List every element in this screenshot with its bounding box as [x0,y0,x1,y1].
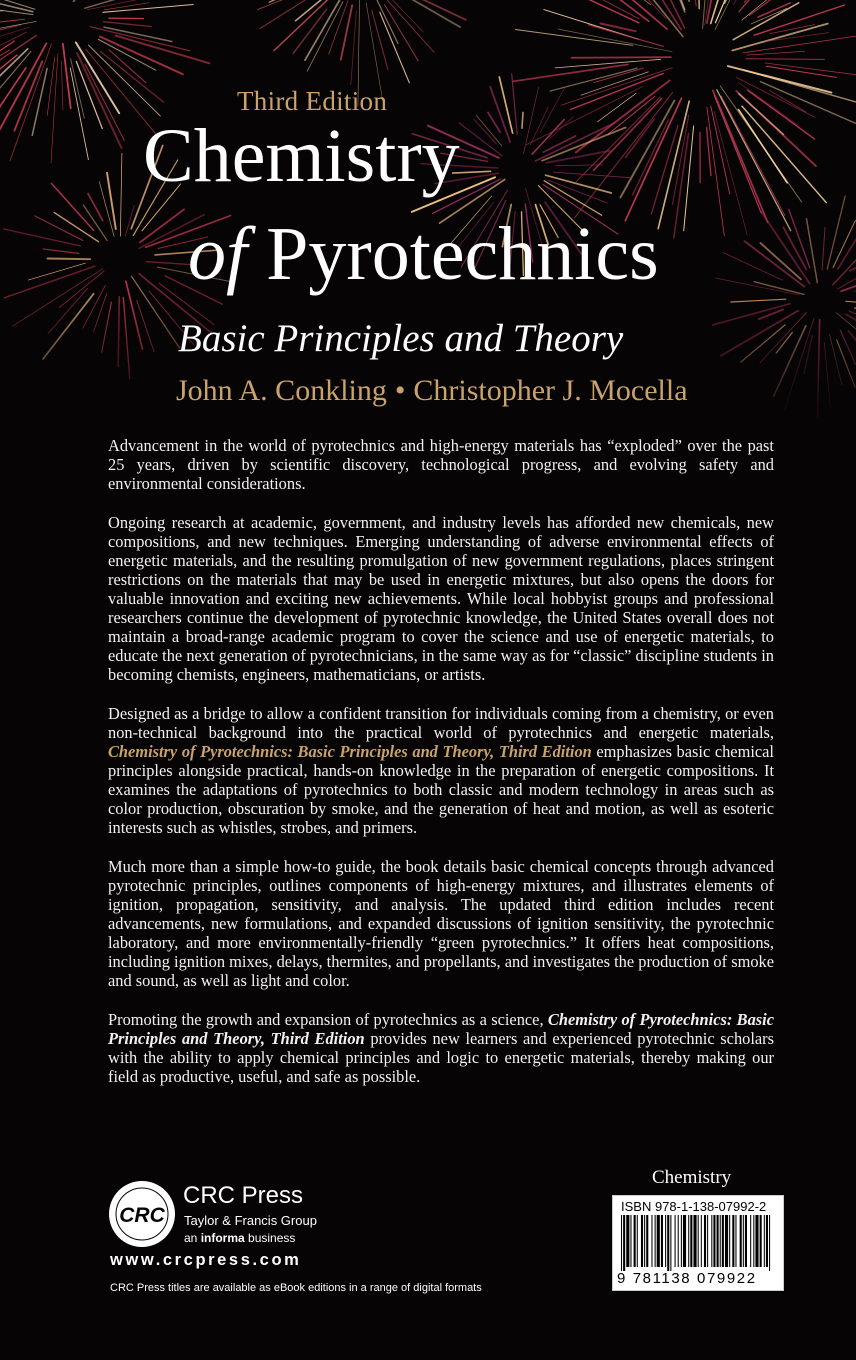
firework-streak [341,5,352,60]
barcode-bar [698,1215,699,1267]
barcode-bar [704,1215,706,1267]
barcode-bar [764,1215,765,1267]
firework-streak [807,219,818,283]
barcode-bar [661,1215,663,1267]
firework-streak [544,181,601,215]
firework-streak [567,0,639,23]
firework-streak [52,184,94,231]
firework-streak [724,253,783,280]
firework-streak [742,106,826,203]
barcode-number: 9 781138 079922 [617,1270,757,1287]
firework-streak [499,77,512,133]
firework-streak [104,22,152,27]
barcode-bar [740,1215,742,1267]
firework-streak [380,12,410,83]
barcode-bar [688,1215,689,1267]
crc-logo-text: CRC [119,1204,165,1227]
firework-streak [684,126,694,231]
firework-streak [833,221,855,268]
barcode-bar [675,1215,676,1267]
firework-streak [597,93,636,122]
firework-streak [632,120,668,196]
firework-streak [77,53,121,148]
firework-streak [568,0,639,19]
book-subtitle: Basic Principles and Theory [178,317,624,360]
barcode-bar [626,1215,629,1267]
blurb-paragraph-4: Much more than a simple how-to guide, the book details basic chemical concepts through advanced pyrotechnic principles, outlines components of high-energy mixtures, and illustrates elements of ignition, propagation, sensitivity, and analysis. The updated third edition includes recent advancements, new formulations, and expanded discussions of ignition sensitivity, the pyrotechnic laboratory, and more environmentally-friendly “green pyrotechnics.” It offers heat compositions, including ignition mixes, delays, thermites, and propellants, and investigates the production of smoke and sound, as well as light and color. [108,857,774,990]
firework-streak [70,68,88,160]
barcode-bar [735,1215,736,1267]
barcode-bar [621,1215,622,1271]
barcode-bar [667,1215,669,1271]
firework-streak [274,0,342,51]
barcode-bar [655,1215,656,1267]
barcode-bar [690,1215,692,1267]
firework-streak [711,0,755,24]
authors [176,374,688,408]
firework-streak [765,63,856,80]
isbn-label: ISBN 978-1-138-07992-2 [621,1199,767,1214]
firework-streak [549,117,573,140]
firework-streak [838,216,856,270]
barcode-bar [670,1215,671,1271]
author-separator: • [394,374,406,407]
firework-streak [540,87,565,133]
firework-streak [554,172,631,178]
publisher-url[interactable]: www.crcpress.com [110,1251,302,1269]
barcode-bar [681,1215,682,1267]
barcode-bar [634,1215,636,1267]
firework-streak [373,0,434,52]
firework-streak [71,59,85,118]
barcode-icon [619,1215,777,1271]
blurb-p5-body: provides new learners and experienced pyrotechnic scholars with the ability to apply chemical principles and logic to energetic materials, thereby making our field as productive, useful, and safe as possible. [108,1029,774,1086]
barcode-bar [683,1215,686,1267]
barcode-bar [711,1215,712,1267]
barcode-bar [657,1215,660,1267]
firework-streak [744,0,802,2]
firework-streak [739,0,821,12]
firework-streak [572,57,671,58]
firework-streak [43,249,79,253]
firework-streak [698,0,699,9]
barcode-bar [729,1215,730,1267]
firework-streak [822,227,825,270]
firework-streak [104,27,172,41]
firework-streak [571,73,664,109]
blurb-p3-book-title: Chemistry of Pyrotechnics: Basic Principles and Theory, Third Edition [108,742,592,761]
firework-streak [725,0,763,3]
firework-streak [125,205,134,236]
firework-streak [0,68,26,146]
barcode-bar [745,1215,747,1267]
firework-streak [588,25,663,47]
firework-streak [0,0,33,12]
firework-streak [107,173,116,229]
book-title-line2 [188,212,659,296]
firework-streak [63,44,71,109]
publisher-business [184,1231,295,1245]
barcode-bar [665,1215,666,1267]
business-informa: informa [200,1231,245,1245]
isbn-barcode-box [612,1195,784,1291]
firework-streak [0,11,3,14]
publisher-group: Taylor & Francis Group [184,1213,317,1228]
barcode-bar [732,1215,734,1267]
firework-streak [10,44,52,161]
barcode-bar [678,1215,679,1267]
firework-streak [721,96,785,216]
back-cover-blurb [108,436,774,1106]
title-of: of [188,212,248,296]
blurb-p3-intro: Designed as a bridge to allow a confident transition for individuals coming from a chemistry, or even non-technical background into the practical world of pyrotechnics and energetic materials, [108,704,774,742]
firework-streak [754,282,804,295]
barcode-bar [760,1215,762,1267]
firework-streak [714,111,747,235]
firework-streak [85,64,124,140]
firework-streak [474,119,496,143]
firework-streak [711,106,730,194]
firework-streak [576,97,660,181]
barcode-bar [750,1215,751,1267]
barcode-bar [717,1215,719,1267]
blurb-paragraph-3 [108,704,774,837]
author-1: John A. Conkling [176,374,387,407]
business-prefix: an [184,1231,201,1245]
firework-streak [0,21,36,34]
author-2: Christopher J. Mocella [413,374,688,407]
firework-streak [716,278,799,295]
barcode-bar [701,1215,702,1267]
barcode-bar [651,1215,652,1267]
firework-streak [488,113,500,133]
subject-category: Chemistry [652,1167,732,1188]
barcode-bar [755,1215,758,1267]
firework-streak [522,112,523,128]
firework-streak [103,5,193,13]
firework-streak [47,57,55,115]
firework-streak [329,1,348,55]
firework-streak [405,0,466,20]
barcode-bar [743,1215,744,1267]
firework-streak [717,90,791,231]
firework-streak [707,0,725,23]
firework-streak [48,259,91,260]
barcode-bar [713,1215,715,1267]
publisher-name: CRC Press [183,1182,304,1209]
firework-streak [550,68,637,91]
firework-streak [765,33,828,42]
blurb-paragraph-1: Advancement in the world of pyrotechnics and high-energy materials has “exploded” over the past 25 years, driven by scientific discovery, technological progress, and evolving safety and environmental considerations. [108,436,774,493]
book-title-line1: Chemistry [143,114,460,198]
business-suffix: business [244,1231,296,1245]
blurb-paragraph-2: Ongoing research at academic, government, and industry levels has afforded new chemicals, new compositions, and new techniques. Emerging understanding of adverse environmental effects of energetic materials, and the resulting promulgation of new government regulations, places stringent restrictions on the materials that may be used in energetic mixtures, but also opens the doors for valuable innovation and exciting new achievements. While local hobbyist groups and professional researchers continue the development of pyrotechnic knowledge, the United States overall does not maintain a broad-range academic program to cover the science and use of energetic materials, to educate the next generation of pyrotechnicians, in the same way as for “classic” discipline students in becoming chemists, engineers, mathematicians, or artists. [108,513,774,684]
firework-streak [594,68,644,83]
barcode-bar [707,1215,708,1267]
firework-streak [733,0,786,4]
blurb-p5-intro: Promoting the growth and expansion of pyrotechnics as a science, [108,1010,548,1029]
barcode-bar [646,1215,648,1267]
firework-streak [0,19,25,26]
barcode-bar [769,1215,770,1271]
barcode-bar [623,1215,625,1271]
firework-streak [563,0,667,29]
firework-streak [594,99,662,171]
firework-streak [4,229,81,246]
firework-streak [615,0,681,30]
barcode-bar [766,1215,768,1267]
firework-streak [120,153,122,236]
firework-streak [51,54,58,164]
firework-streak [35,216,83,240]
title-pyrotechnics: Pyrotechnics [266,212,659,296]
blurb-p3-body: emphasizes basic chemical principles alongside practical, hands-on knowledge in the preparation of energetic compositions. It examines the adaptations of pyrotechnics to both classic and modern technology in areas such as color production, obscuration by smoke, and the generation of heat and motion, as well as esoteric interests such as whistles, strobes, and primers. [108,742,774,837]
blurb-paragraph-5 [108,1010,774,1086]
firework-streak [61,61,63,110]
barcode-bar [720,1215,721,1267]
firework-streak [747,51,805,55]
firework-streak [713,90,768,222]
firework-streak [749,0,816,15]
barcode-bar [753,1215,754,1267]
firework-streak [490,87,510,142]
firework-streak [372,10,388,69]
blurb-p5-book-title: Chemistry of Pyrotechnics: Basic Principles and Theory, Third Edition [108,1010,774,1048]
firework-streak [88,194,103,221]
firework-streak [746,59,824,60]
firework-streak [512,74,518,135]
barcode-bar [693,1215,696,1267]
barcode-bar [630,1215,631,1267]
firework-streak [690,0,696,6]
barcode-bar [725,1215,728,1267]
firework-streak [626,119,655,157]
barcode-bar [722,1215,724,1267]
firework-streak [100,51,164,102]
ebook-note: CRC Press titles are available as eBook editions in a range of digital formats [110,1282,482,1294]
firework-streak [556,165,603,166]
firework-streak [827,196,845,269]
firework-streak [351,11,357,85]
barcode-bar [644,1215,645,1267]
firework-streak [4,266,95,298]
barcode-bar [641,1215,643,1267]
barcode-bar [637,1215,638,1267]
crc-logo-icon [108,1180,176,1248]
edition-label: Third Edition [237,86,388,116]
firework-streak [385,5,419,61]
firework-streak [260,0,315,29]
firework-streak [476,115,502,146]
firework-streak [732,24,827,51]
firework-streak [720,86,801,202]
